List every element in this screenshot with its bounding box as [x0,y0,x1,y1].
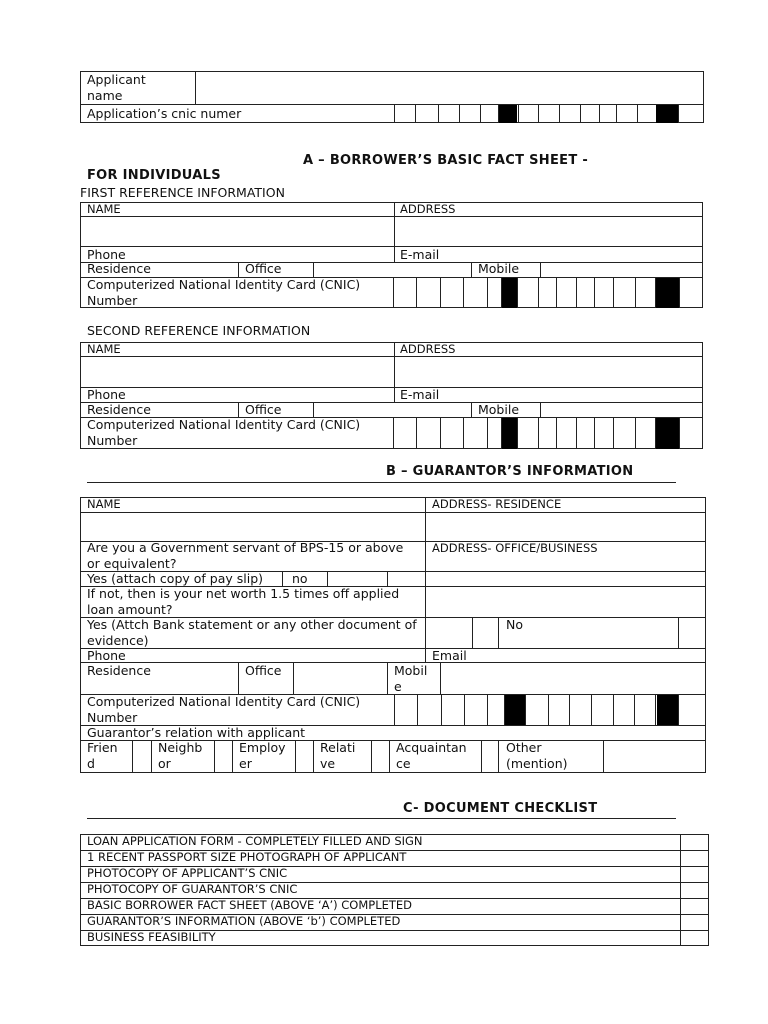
cnic-divider [480,104,481,123]
guarantor-mobile-label: Mobil e [394,663,428,694]
first-ref-email-label: E-mail [400,247,440,262]
first-ref-phone-label: Phone [87,247,126,262]
cnic-divider [634,694,635,725]
cnic-divider [548,694,549,725]
relation-other-field[interactable] [604,741,705,772]
cnic-divider [416,277,417,308]
cnic-divider [518,104,519,123]
first-ref-name-label: NAME [87,202,121,216]
applicant-name-field[interactable] [196,72,703,104]
cnic-separator-block [502,278,517,308]
checklist-item-checkbox[interactable] [681,931,708,946]
guarantor-cnic-boxes[interactable] [394,694,706,725]
cnic-divider [464,694,465,725]
cnic-divider [580,104,581,123]
second-ref-name-label: NAME [87,342,121,356]
cnic-divider [394,694,395,725]
cnic-divider [556,277,557,308]
cnic-divider [635,277,636,308]
cnic-separator-block [656,105,678,123]
second-ref-cnic-label: Computerized National Identity Card (CNIC) Number [87,417,361,448]
cnic-divider [637,104,638,123]
cnic-divider [678,104,679,123]
checklist-item-checkbox[interactable] [681,851,708,866]
applicant-cnic-label: Application’s cnic numer [87,106,242,121]
second-ref-address-label: ADDRESS [400,342,456,356]
relation-employer-label: Employ er [239,740,286,771]
cnic-divider [463,417,464,449]
section-b-rule [87,482,676,483]
cnic-divider [417,694,418,725]
cnic-divider [613,417,614,449]
cnic-divider [678,694,679,725]
cnic-separator-block [499,105,517,123]
first-ref-cnic-label: Computerized National Identity Card (CNIC) Number [87,277,361,308]
cnic-divider [556,417,557,449]
cnic-divider [569,694,570,725]
checklist-item-label: 1 RECENT PASSPORT SIZE PHOTOGRAPH OF APPLICANT [87,850,407,864]
guarantor-name-field[interactable] [81,513,424,541]
guarantor-residence-label: Residence [87,663,151,678]
first-ref-cnic-boxes[interactable] [393,277,703,308]
checklist-item-checkbox[interactable] [681,867,708,882]
section-c-title: C- DOCUMENT CHECKLIST [403,801,598,816]
checklist-item-label: PHOTOCOPY OF APPLICANT’S CNIC [87,866,288,880]
checklist-item-label: GUARANTOR’S INFORMATION (ABOVE ‘b’) COMPLETED [87,914,401,928]
relation-acquaintance-checkbox[interactable] [482,741,497,772]
second-ref-email-label: E-mail [400,387,440,402]
cnic-divider [559,104,560,123]
cnic-divider [394,104,395,123]
cnic-divider [576,417,577,449]
first-ref-name-field[interactable] [81,217,393,246]
cnic-divider [517,277,518,308]
yes-bank-statement-option: Yes (Attch Bank statement or any other document of evidence) [87,617,417,648]
cnic-divider [393,417,394,449]
cnic-divider [655,694,656,725]
checklist-item-label: BASIC BORROWER FACT SHEET (ABOVE ‘A’) COMPLETED [87,898,413,912]
cnic-divider [538,417,539,449]
second-ref-name-field[interactable] [81,357,393,387]
guarantor-cnic-label: Computerized National Identity Card (CNIC) Number [87,694,361,725]
applicant-cnic-boxes[interactable] [394,104,704,123]
first-ref-residence-label: Residence [87,261,151,276]
guarantor-address-residence-label: ADDRESS- RESIDENCE [432,497,562,511]
cnic-divider [440,277,441,308]
relation-neighbor-label: Neighb or [158,740,203,771]
guarantor-phone-label: Phone [87,648,126,663]
cnic-divider [459,104,460,123]
guarantor-name-label: NAME [87,497,121,511]
net-worth-question: If not, then is your net worth 1.5 times off applied loan amount? [87,586,400,617]
cnic-divider [416,417,417,449]
first-ref-office-label: Office [245,261,282,276]
cnic-divider [438,104,439,123]
second-ref-mobile-label: Mobile [478,402,520,417]
section-b-title: B – GUARANTOR’S INFORMATION [386,464,634,479]
no2-checkbox[interactable] [679,618,705,648]
relation-friend-label: Frien d [87,740,118,771]
cnic-divider [393,277,394,308]
checklist-item-checkbox[interactable] [681,899,708,914]
relation-other-label: Other (mention) [506,740,568,771]
checklist-item-label: PHOTOCOPY OF GUARANTOR’S CNIC [87,882,298,896]
checklist-item-checkbox[interactable] [681,883,708,898]
first-ref-title: FIRST REFERENCE INFORMATION [80,185,285,200]
cnic-divider [635,417,636,449]
cnic-divider [441,694,442,725]
cnic-divider [463,277,464,308]
relation-relative-label: Relati ve [320,740,356,771]
cnic-divider [616,104,617,123]
section-c-rule [87,818,676,819]
yes-pay-slip-option: Yes (attach copy of pay slip) [87,571,264,586]
relation-friend-checkbox[interactable] [133,741,150,772]
cnic-divider [613,277,614,308]
relation-employer-checkbox[interactable] [296,741,312,772]
cnic-divider [487,277,488,308]
second-ref-residence-label: Residence [87,402,151,417]
section-a-title: A – BORROWER’S BASIC FACT SHEET - [303,153,589,168]
applicant-name-label: Applicant name [87,72,146,103]
cnic-divider [594,417,595,449]
second-ref-cnic-boxes[interactable] [393,417,703,449]
relation-acquaintance-label: Acquaintan ce [396,740,467,771]
cnic-divider [538,277,539,308]
relation-neighbor-checkbox[interactable] [215,741,231,772]
section-a-subtitle: FOR INDIVIDUALS [87,168,221,183]
cnic-divider [517,417,518,449]
first-ref-address-label: ADDRESS [400,202,456,216]
cnic-separator-block [505,695,525,725]
guarantor-relation-label: Guarantor’s relation with applicant [87,725,306,740]
guarantor-address-office-label: ADDRESS- OFFICE/BUSINESS [432,541,598,555]
cnic-separator-block [502,418,517,449]
cnic-divider [591,694,592,725]
cnic-divider [679,417,680,449]
no-checkbox[interactable] [328,572,386,586]
yes-bank-checkbox[interactable] [473,618,497,648]
second-ref-phone-label: Phone [87,387,126,402]
second-ref-title: SECOND REFERENCE INFORMATION [87,323,311,338]
cnic-divider [599,104,600,123]
checklist-item-checkbox[interactable] [681,915,708,930]
second-ref-office-label: Office [245,402,282,417]
guarantor-email-label: Email [432,648,467,663]
govt-servant-question: Are you a Government servant of BPS-15 or above or equivalent? [87,540,404,571]
cnic-divider [487,694,488,725]
relation-relative-checkbox[interactable] [372,741,388,772]
checklist-item-label: BUSINESS FEASIBILITY [87,930,216,944]
guarantor-office-label: Office [245,663,282,678]
checklist-item-label: LOAN APPLICATION FORM - COMPLETELY FILLED AND SIGN [87,834,423,848]
first-ref-address-field[interactable] [395,217,702,246]
first-ref-mobile-label: Mobile [478,261,520,276]
cnic-divider [415,104,416,123]
cnic-divider [440,417,441,449]
checklist-item-checkbox[interactable] [681,835,708,850]
cnic-separator-block [656,418,679,449]
cnic-separator-block [657,695,678,725]
cnic-divider [525,694,526,725]
no-option: no [292,571,308,586]
cnic-separator-block [656,278,679,308]
cnic-divider [487,417,488,449]
guarantor-address-residence-field[interactable] [426,513,705,541]
second-ref-address-field[interactable] [395,357,702,387]
cnic-divider [679,277,680,308]
cnic-divider [576,277,577,308]
cnic-divider [613,694,614,725]
cnic-divider [594,277,595,308]
cnic-divider [538,104,539,123]
no2-option: No [506,617,523,632]
